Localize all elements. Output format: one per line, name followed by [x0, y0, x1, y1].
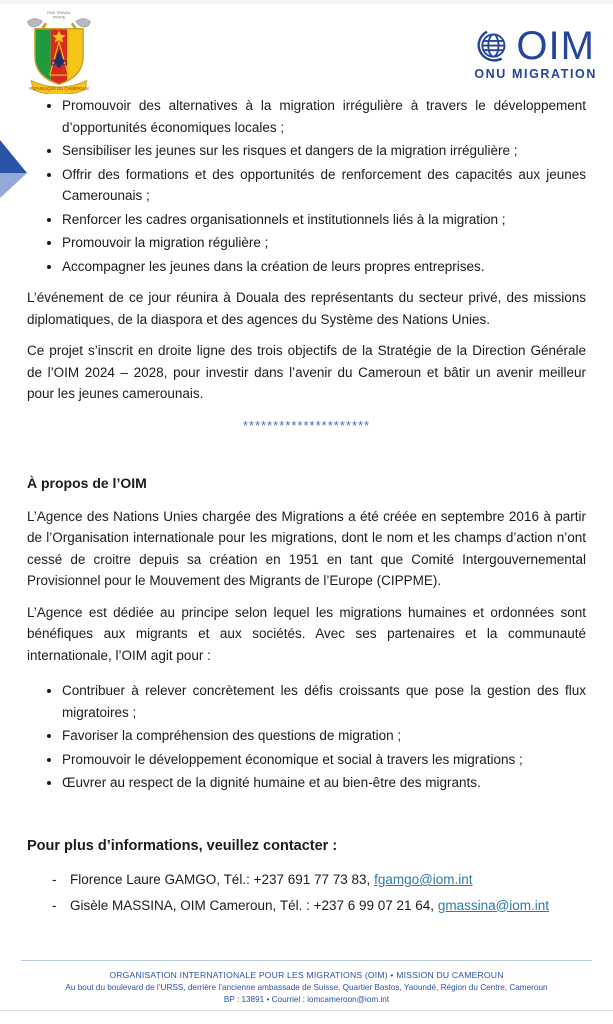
list-item: • Offrir des formations et des opportunités de renforcement des capacités aux jeunes Camerounais ; — [62, 164, 586, 207]
list-item: • Renforcer les cadres organisationnels et institutionnels liés à la migration ; — [62, 209, 586, 231]
footer-org-line: ORGANISATION INTERNATIONALE POUR LES MIGRATIONS (OIM) • MISSION DU CAMEROUN — [109, 970, 504, 980]
list-item: • Favoriser la compréhension des questions de migration ; — [62, 725, 586, 747]
oim-logo-subtitle: ONU MIGRATION — [474, 67, 597, 81]
contact-list — [27, 869, 586, 916]
list-item: • Contribuer à relever concrètement les défis croissants que pose la gestion des flux migratoires ; — [62, 680, 586, 723]
page-bottom-edge — [0, 1010, 613, 1011]
project-objectives-list — [27, 95, 586, 277]
list-item — [70, 869, 586, 891]
contact-text: Florence Laure GAMGO, Tél.: +237 691 77 73 83, — [70, 872, 375, 887]
document-header — [0, 0, 613, 95]
event-paragraph: L’événement de ce jour réunira à Douala des représentants du secteur privé, des missions diplomatiques, de la diaspora et des agences du Système des Nations Unies. — [27, 290, 586, 327]
list-item: • Promouvoir la migration régulière ; — [62, 232, 586, 254]
oim-logo — [474, 24, 597, 81]
about-oim-heading: À propos de l’OIM — [27, 475, 147, 491]
email-link[interactable]: gmassina@iom.int — [437, 897, 550, 913]
about-paragraph-2: L’Agence est dédiée au principe selon lequel les migrations humaines et ordonnées sont bénéfiques aux migrants et aux sociétés. Avec ses partenaires et la communauté internationale, l’OIM agit pour : — [27, 604, 586, 663]
footer-divider — [21, 960, 592, 961]
document-footer — [0, 960, 613, 1004]
svg-text:PATRIE: PATRIE — [52, 15, 66, 20]
margin-arrow-icon — [0, 140, 28, 198]
asterisk-separator: ********************* — [242, 417, 371, 433]
list-item: • Accompagner les jeunes dans la création de leurs propres entreprises. — [62, 256, 586, 278]
contact-heading: Pour plus d’informations, veuillez contacter : — [27, 837, 338, 854]
project-strategy-paragraph: Ce projet s’inscrit en droite ligne des trois objectifs de la Stratégie de la Direction Générale de l’OIM 2024 – 2028, pour investir dans l’avenir du Cameroun et bâtir un avenir meilleur pour les jeunes camerounais. — [27, 343, 586, 401]
list-item: • Œuvrer au respect de la dignité humaine et au bien-être des migrants. — [62, 772, 586, 794]
cameroon-coat-of-arms-icon — [22, 8, 96, 94]
oim-logo-text: OIM — [516, 24, 595, 68]
footer-contact-line: BP : 13891 • Courriel : iomcameroon@iom.int — [223, 995, 390, 1004]
contact-text: Gisèle MASSINA, OIM Cameroun, Tél. : +237 6 99 07 21 64, — [70, 897, 438, 913]
oim-actions-list — [27, 680, 586, 794]
document-body — [27, 95, 586, 916]
list-item: • Promouvoir le développement économique et social à travers les migrations ; — [62, 749, 586, 771]
email-link[interactable]: fgamgo@iom.int — [374, 872, 473, 887]
footer-address-line: Au bout du boulevard de l’URSS, derrière l’ancienne ambassade de Suisse, Quartier Bastos, Yaoundé, Région du Centre, Cameroun — [65, 983, 548, 992]
svg-text:PAIX TRAVAIL: PAIX TRAVAIL — [47, 11, 71, 15]
about-paragraph-1: L’Agence des Nations Unies chargée des Migrations a été créée en septembre 2016 à partir de l’Organisation internationale pour les migrations, dont le nom et les champs d’action n’ont cessé de croitre depuis sa création en 1951 en tant que Comité Intergouvernemental Provisionnel pour le Mouvement des Migrants de l’Europe (CIPPME). — [27, 508, 586, 588]
oim-globe-icon — [474, 28, 511, 65]
svg-text:REPUBLIQUE DU CAMEROUN: REPUBLIQUE DU CAMEROUN — [29, 85, 89, 91]
list-item: • Promouvoir des alternatives à la migration irrégulière à travers le développement d’opportunités économiques locales ; — [62, 95, 586, 138]
list-item — [70, 895, 586, 917]
list-item: • Sensibiliser les jeunes sur les risques et dangers de la migration irrégulière ; — [62, 140, 586, 162]
